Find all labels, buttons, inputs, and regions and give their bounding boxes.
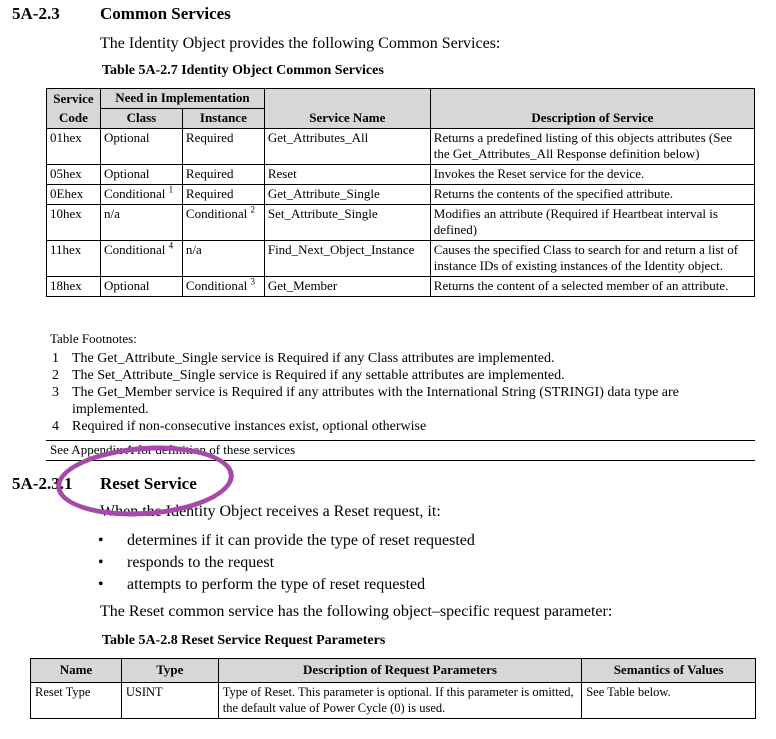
header-instance: Instance [182,109,264,129]
footnote-ref: 4 [168,240,174,251]
cell-code: 01hex [47,129,101,165]
cell-description: Returns the content of a selected member of an attribute. [430,277,754,297]
header-service-name: Service Name [264,89,430,129]
cell-description: Type of Reset. This parameter is optional. If this parameter is omitted, the default value of Power Cycle (0) is used. [218,683,581,719]
footnote-item: 4 Required if non-consecutive instances exist, optional otherwise [52,419,427,434]
header-description: Description of Service [430,89,754,129]
cell-description: Returns a predefined listing of this objects attributes (See the Get_Attributes_All Response definition below) [430,129,754,165]
cell-class: Conditional $^4$ [100,241,182,277]
footnote-ref: 3 [250,276,256,287]
cell-description: Returns the contents of the specified attribute. [430,185,754,205]
reset-params-table [30,658,756,719]
cell-instance: Required [182,165,264,185]
cell-description: Causes the specified Class to search for and return a list of instance IDs of existing instances of the Identity object. [430,241,754,277]
subsection-intro: When the Identity Object receives a Reset request, it: [100,503,441,520]
cell-code: 10hex [47,205,101,241]
common-services-table [46,88,755,297]
cell-code: 11hex [47,241,101,277]
footnote-item: 3 The Get_Member service is Required if any attributes with the International String (STRINGI) data type are implemented. [52,385,679,417]
table-row [47,277,755,297]
section-intro: The Identity Object provides the following Common Services: [100,35,501,52]
cell-code: 0Ehex [47,185,101,205]
header-class: Class [100,109,182,129]
section-title: Common Services [100,4,231,23]
table-row [31,683,756,719]
header-description: Description of Request Parameters [218,659,581,683]
divider [46,440,755,441]
cell-instance: Required [182,129,264,165]
see-appendix: See Appendix A for definition of these services [50,442,296,457]
cell-class: Optional [100,129,182,165]
section-number: 5A-2.3 [12,4,60,23]
cell-class: Conditional $^1$ [100,185,182,205]
cell-description: Invokes the Reset service for the device. [430,165,754,185]
cell-code: 05hex [47,165,101,185]
table2-caption: Table 5A-2.8 Reset Service Request Parameters [102,633,386,648]
cell-service-name: Get_Member [264,277,430,297]
cell-description: Modifies an attribute (Required if Heartbeat interval is defined) [430,205,754,241]
subsection-number: 5A-2.3.1 [12,474,73,493]
footnote-item: 1 The Get_Attribute_Single service is Required if any Class attributes are implemented. [52,351,555,366]
cell-semantics: See Table below. [582,683,756,719]
table-row [47,205,755,241]
cell-instance: Required [182,185,264,205]
table-footnotes [46,331,755,435]
cell-type: USINT [121,683,218,719]
header-name: Name [31,659,122,683]
header-service: Service [47,89,101,109]
header-type: Type [121,659,218,683]
header-need-in-implementation: Need in Implementation [100,89,264,109]
footnotes-heading: Table Footnotes: [50,331,137,346]
cell-service-name: Get_Attribute_Single [264,185,430,205]
cell-name: Reset Type [31,683,122,719]
subsection-title: Reset Service [100,474,197,493]
cell-service-name: Find_Next_Object_Instance [264,241,430,277]
footnote-ref: 1 [168,184,174,195]
table1-caption: Table 5A-2.7 Identity Object Common Services [102,63,384,78]
cell-service-name: Set_Attribute_Single [264,205,430,241]
table-row [47,129,755,165]
footnote-ref: 2 [250,204,256,215]
table-row [47,241,755,277]
cell-service-name: Reset [264,165,430,185]
cell-code: 18hex [47,277,101,297]
footnote-item: 2 The Set_Attribute_Single service is Required if any settable attributes are implemented. [52,368,565,383]
table-row [47,165,755,185]
cell-class: Optional [100,165,182,185]
cell-instance: Conditional $^2$ [182,205,264,241]
cell-instance: n/a [182,241,264,277]
cell-instance: Conditional $^3$ [182,277,264,297]
header-code: Code [47,109,101,129]
cell-class: n/a [100,205,182,241]
cell-class: Optional [100,277,182,297]
cell-service-name: Get_Attributes_All [264,129,430,165]
param-intro: The Reset common service has the following object–specific request parameter: [100,603,613,620]
header-semantics: Semantics of Values [582,659,756,683]
table-row [47,185,755,205]
